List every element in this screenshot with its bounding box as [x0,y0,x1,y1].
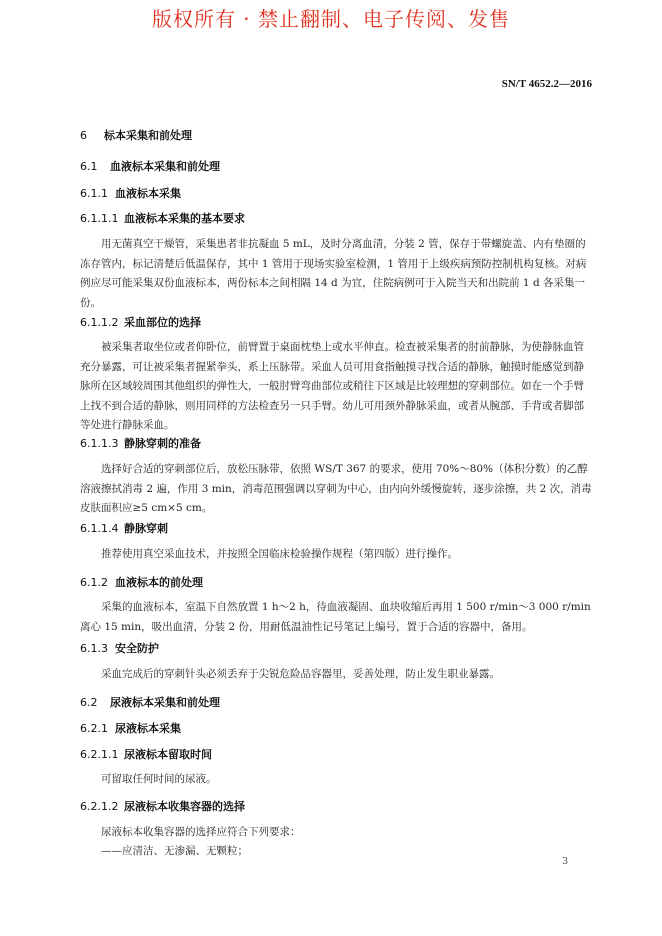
heading-6-1-1-1 [80,212,245,226]
heading-number: 6.1.1.4 [80,522,119,535]
heading-6-1-1-3 [80,437,201,451]
heading-title: 静脉穿刺的准备 [124,437,201,450]
heading-number: 6.2.1.2 [80,800,119,813]
heading-title: 尿液标本收集容器的选择 [124,800,245,813]
heading-number: 6.1.1.2 [80,316,119,329]
heading-6-2-1 [80,722,181,736]
heading-6-2-1-2 [80,800,245,814]
heading-6-1-1-4 [80,522,168,536]
standard-number: SN/T 4652.2—2016 [501,78,592,90]
heading-6-2 [80,696,220,710]
list-item: ——应清洁、无渗漏、无颗粒； [101,845,248,857]
paragraph: 可留取任何时间的尿液。 [101,773,217,785]
heading-title: 尿液标本采集 [115,722,181,735]
heading-title: 采血部位的选择 [124,316,201,329]
paragraph: 尿液标本收集容器的选择应符合下列要求： [101,826,301,838]
heading-6 [80,129,192,143]
heading-title: 尿液标本留取时间 [124,748,212,761]
heading-number: 6.1 [80,160,98,173]
heading-6-1-1 [80,187,181,201]
heading-number: 6.1.3 [80,642,108,655]
heading-number: 6.1.1.3 [80,437,119,450]
heading-title: 标本采集和前处理 [104,129,192,142]
heading-number: 6.2.1.1 [80,748,119,761]
heading-number: 6.2 [80,696,98,709]
heading-title: 血液标本的前处理 [115,576,203,589]
heading-6-1-2 [80,576,203,590]
heading-6-1-3 [80,642,159,656]
heading-title: 血液标本采集的基本要求 [124,212,245,225]
heading-number: 6.2.1 [80,722,108,735]
paragraph: 采血完成后的穿刺针头必须丢弃于尖锐危险品容器里，妥善处理，防止发生职业暴露。 [101,668,500,680]
heading-title: 安全防护 [115,642,159,655]
heading-title: 尿液标本采集和前处理 [110,696,220,709]
heading-title: 血液标本采集 [115,187,181,200]
paragraph: 选择好合适的穿刺部位后，放松压脉带，依照 WS/T 367 的要求，使用 70%～80%（体积分数）的乙醇溶液擦拭消毒 2 遍，作用 3 min，消毒范围强调以穿刺为中心，由内向外缓慢旋转，逐步涂擦，共 2 次，消毒皮肤面积应≥5 cm×5 cm。 [80,463,592,514]
heading-number: 6 [80,129,87,142]
heading-6-2-1-1 [80,748,212,762]
heading-6-1 [80,160,220,174]
page-number: 3 [562,857,568,867]
heading-number: 6.1.1.1 [80,212,119,225]
copyright-banner: 版权所有 · 禁止翻制、电子传阅、发售 [151,7,511,31]
paragraph: 采集的血液标本，室温下自然放置 1 h～2 h，待血液凝固、血块收缩后再用 1 500 r/min～3 000 r/min 离心 15 min，吸出血清，分装 2 份，用耐低温油性记号笔记上编号，置于合适的容器中，备用。 [80,601,591,633]
heading-number: 6.1.2 [80,576,108,589]
paragraph: 用无菌真空干燥管，采集患者非抗凝血 5 mL，及时分离血清，分装 2 管，保存于带螺旋盖、内有垫圈的冻存管内，标记清楚后低温保存，其中 1 管用于现场实验室检测，1 管用于上级疾病预防控制机构复核。对病例应尽可能采集双份血液标本，两份标本之间相隔 14 d 为宜，住院病例可于入院当天和出院前 1 d 各采集一份。 [80,238,587,309]
heading-title: 血液标本采集和前处理 [110,160,220,173]
paragraph: 推荐使用真空采血技术，并按照全国临床检验操作规程（第四版）进行操作。 [101,548,458,560]
heading-6-1-1-2 [80,316,201,330]
paragraph: 被采集者取坐位或者仰卧位，前臂置于桌面枕垫上或水平伸直。检查被采集者的肘前静脉，为使静脉血管充分暴露，可让被采集者握紧拳头，系上压脉带。采血人员可用食指触摸寻找合适的静脉，触摸时能感觉到静脉所在区域较周围其他组织的弹性大，一般肘臂弯曲部位或稍往下区域是比较理想的穿刺部位。如在一个手臂上找不到合适的静脉，则用同样的方法检查另一只手臂。幼儿可用颈外静脉采血，或者从腕部、手背或者脚部等处进行静脉采血。 [80,341,584,431]
heading-title: 静脉穿刺 [124,522,168,535]
heading-number: 6.1.1 [80,187,108,200]
